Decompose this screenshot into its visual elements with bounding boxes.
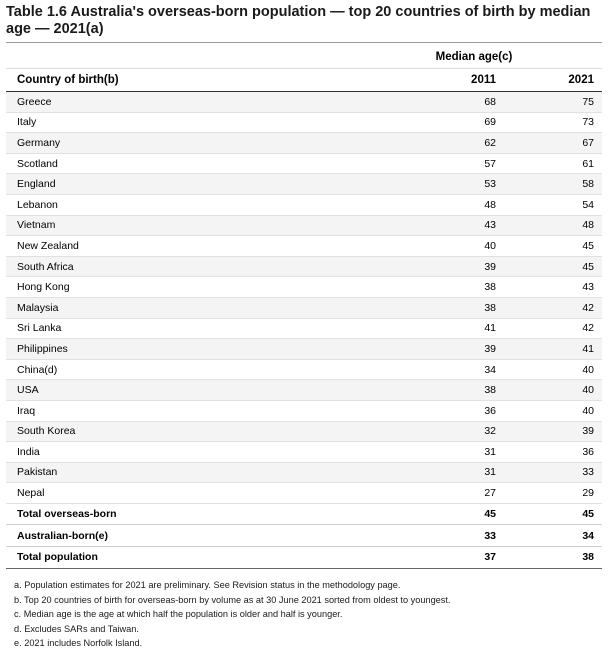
median-2021-cell: 41 xyxy=(506,339,602,360)
footnote: c. Median age is the age at which half the population is older and half is younger. xyxy=(14,609,343,619)
median-2011-cell: 34 xyxy=(346,359,506,380)
median-2011-cell: 68 xyxy=(346,92,506,113)
total-row xyxy=(6,503,602,525)
median-2011-cell: 38 xyxy=(346,277,506,298)
median-2021-cell: 42 xyxy=(506,318,602,339)
median-2021-cell: 40 xyxy=(506,380,602,401)
table-row xyxy=(6,339,602,360)
median-2021-cell: 36 xyxy=(506,442,602,463)
country-cell: Scotland xyxy=(6,153,346,174)
total-label-cell: Total population xyxy=(6,547,346,569)
median-2011-cell: 69 xyxy=(346,112,506,133)
country-cell: Lebanon xyxy=(6,194,346,215)
table-row xyxy=(6,194,602,215)
table-row xyxy=(6,215,602,236)
column-header-2011: 2011 xyxy=(346,69,506,92)
country-cell: New Zealand xyxy=(6,236,346,257)
median-2021-cell: 45 xyxy=(506,256,602,277)
country-cell: Sri Lanka xyxy=(6,318,346,339)
table-title: Table 1.6 Australia's overseas-born population — top 20 countries of birth by median age — 2021(a) xyxy=(6,4,591,37)
table-row xyxy=(6,174,602,195)
median-2011-cell: 36 xyxy=(346,400,506,421)
table-row xyxy=(6,483,602,504)
country-cell: Italy xyxy=(6,112,346,133)
table-row xyxy=(6,236,602,257)
median-2021-cell: 45 xyxy=(506,236,602,257)
median-2021-cell: 43 xyxy=(506,277,602,298)
median-2021-cell: 33 xyxy=(506,462,602,483)
median-2011-cell: 62 xyxy=(346,133,506,154)
footnote: e. 2021 includes Norfolk Island. xyxy=(14,638,143,648)
median-2011-cell: 32 xyxy=(346,421,506,442)
footnotes xyxy=(14,578,594,651)
median-2011-cell: 41 xyxy=(346,318,506,339)
country-cell: Iraq xyxy=(6,400,346,421)
median-2021-cell: 40 xyxy=(506,359,602,380)
country-cell: Germany xyxy=(6,133,346,154)
table-row xyxy=(6,112,602,133)
median-2021-cell: 75 xyxy=(506,92,602,113)
table-row xyxy=(6,318,602,339)
group-header-median-age: Median age(c) xyxy=(346,46,602,69)
country-cell: Malaysia xyxy=(6,297,346,318)
median-2021-cell: 29 xyxy=(506,483,602,504)
country-cell: Philippines xyxy=(6,339,346,360)
country-cell: South Africa xyxy=(6,256,346,277)
footnote: d. Excludes SARs and Taiwan. xyxy=(14,623,139,634)
footnote: b. Top 20 countries of birth for overseas-born by volume as at 30 June 2021 sorted from oldest to youngest. xyxy=(14,594,451,605)
table-row xyxy=(6,256,602,277)
table-row xyxy=(6,92,602,113)
country-cell: Greece xyxy=(6,92,346,113)
total-2011-cell: 37 xyxy=(346,547,506,569)
column-header-row xyxy=(6,69,602,92)
table-row xyxy=(6,421,602,442)
median-2011-cell: 27 xyxy=(346,483,506,504)
title-divider xyxy=(6,42,602,43)
table-row xyxy=(6,400,602,421)
median-2011-cell: 43 xyxy=(346,215,506,236)
country-cell: India xyxy=(6,442,346,463)
country-cell: Nepal xyxy=(6,483,346,504)
table-row xyxy=(6,359,602,380)
total-row xyxy=(6,525,602,547)
total-2011-cell: 33 xyxy=(346,525,506,547)
median-2021-cell: 39 xyxy=(506,421,602,442)
group-header-row xyxy=(6,46,602,69)
median-2011-cell: 39 xyxy=(346,339,506,360)
column-header-country: Country of birth(b) xyxy=(6,69,346,92)
table-row xyxy=(6,380,602,401)
median-2011-cell: 40 xyxy=(346,236,506,257)
country-cell: Hong Kong xyxy=(6,277,346,298)
median-2011-cell: 38 xyxy=(346,380,506,401)
country-cell: Vietnam xyxy=(6,215,346,236)
median-2011-cell: 53 xyxy=(346,174,506,195)
median-2011-cell: 57 xyxy=(346,153,506,174)
column-header-2021: 2021 xyxy=(506,69,602,92)
total-2011-cell: 45 xyxy=(346,503,506,525)
country-cell: China(d) xyxy=(6,359,346,380)
table-row xyxy=(6,133,602,154)
table-row xyxy=(6,153,602,174)
total-2021-cell: 45 xyxy=(506,503,602,525)
table-row xyxy=(6,462,602,483)
median-2021-cell: 58 xyxy=(506,174,602,195)
median-2011-cell: 39 xyxy=(346,256,506,277)
footnote: a. Population estimates for 2021 are preliminary. See Revision status in the methodology page. xyxy=(14,580,401,590)
country-cell: England xyxy=(6,174,346,195)
country-cell: Pakistan xyxy=(6,462,346,483)
median-2021-cell: 40 xyxy=(506,400,602,421)
total-label-cell: Total overseas-born xyxy=(6,503,346,525)
median-2021-cell: 48 xyxy=(506,215,602,236)
median-2011-cell: 31 xyxy=(346,462,506,483)
median-2021-cell: 67 xyxy=(506,133,602,154)
country-cell: USA xyxy=(6,380,346,401)
median-2011-cell: 38 xyxy=(346,297,506,318)
total-label-cell: Australian-born(e) xyxy=(6,525,346,547)
median-age-table xyxy=(6,46,602,569)
total-row xyxy=(6,547,602,569)
median-2011-cell: 31 xyxy=(346,442,506,463)
median-2021-cell: 61 xyxy=(506,153,602,174)
median-2011-cell: 48 xyxy=(346,194,506,215)
median-2021-cell: 42 xyxy=(506,297,602,318)
median-2021-cell: 73 xyxy=(506,112,602,133)
country-cell: South Korea xyxy=(6,421,346,442)
table-row xyxy=(6,297,602,318)
total-2021-cell: 38 xyxy=(506,547,602,569)
table-row xyxy=(6,277,602,298)
table-row xyxy=(6,442,602,463)
median-2021-cell: 54 xyxy=(506,194,602,215)
total-2021-cell: 34 xyxy=(506,525,602,547)
